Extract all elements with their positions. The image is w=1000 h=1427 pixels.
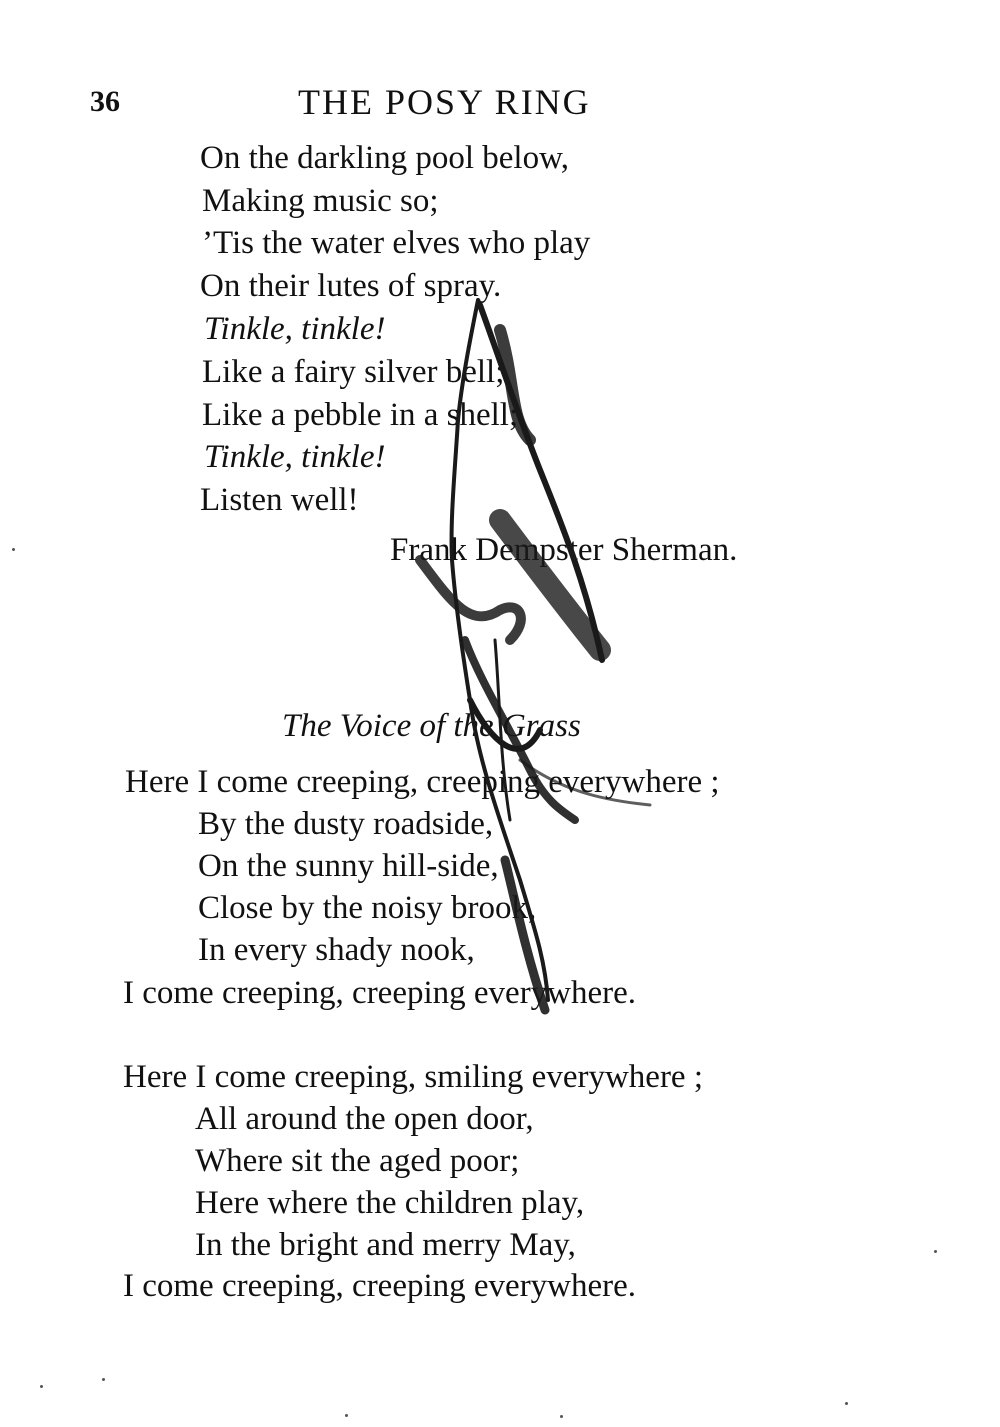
poem-line: Making music so;: [202, 183, 439, 219]
stanza-line: I come creeping, creeping everywhere.: [123, 975, 637, 1011]
stanza-line: Close by the noisy brook,: [198, 890, 537, 926]
poem-line: Like a pebble in a shell;: [202, 397, 519, 433]
stanza-line: Here I come creeping, smiling everywhere ;: [123, 1059, 703, 1095]
stanza-line: Here I come creeping, creeping everywhere ;: [125, 764, 720, 800]
poem-line-refrain: Tinkle, tinkle!: [204, 311, 386, 347]
scan-speck: [102, 1378, 105, 1381]
poem-line: Listen well!: [200, 482, 359, 518]
poem-line: Like a fairy silver bell;: [202, 354, 505, 390]
poem-line: On the darkling pool below,: [200, 140, 570, 176]
stanza-line: I come creeping, creeping everywhere.: [123, 1268, 637, 1304]
scan-speck: [560, 1415, 563, 1418]
stanza-line: By the dusty roadside,: [198, 806, 494, 842]
poem-attribution: Frank Dempster Sherman.: [390, 532, 738, 568]
scan-speck: [12, 548, 15, 551]
scan-speck: [934, 1250, 937, 1253]
poem-line-refrain: Tinkle, tinkle!: [204, 439, 386, 475]
stanza-line: Here where the children play,: [195, 1185, 585, 1221]
page-number: 36: [90, 85, 120, 118]
running-head: THE POSY RING: [298, 82, 591, 122]
poem-line: ’Tis the water elves who play: [202, 225, 591, 261]
stanza-line: In the bright and merry May,: [195, 1227, 576, 1263]
stanza-line: All around the open door,: [195, 1101, 534, 1137]
scan-speck: [40, 1385, 43, 1388]
stanza-line: On the sunny hill-side,: [198, 848, 499, 884]
stanza-line: Where sit the aged poor;: [195, 1143, 520, 1179]
poem-line: On their lutes of spray.: [200, 268, 502, 304]
scan-speck: [345, 1414, 348, 1417]
scan-speck: [845, 1402, 848, 1405]
poem-title: The Voice of the Grass: [282, 708, 581, 744]
stanza-line: In every shady nook,: [198, 932, 475, 968]
